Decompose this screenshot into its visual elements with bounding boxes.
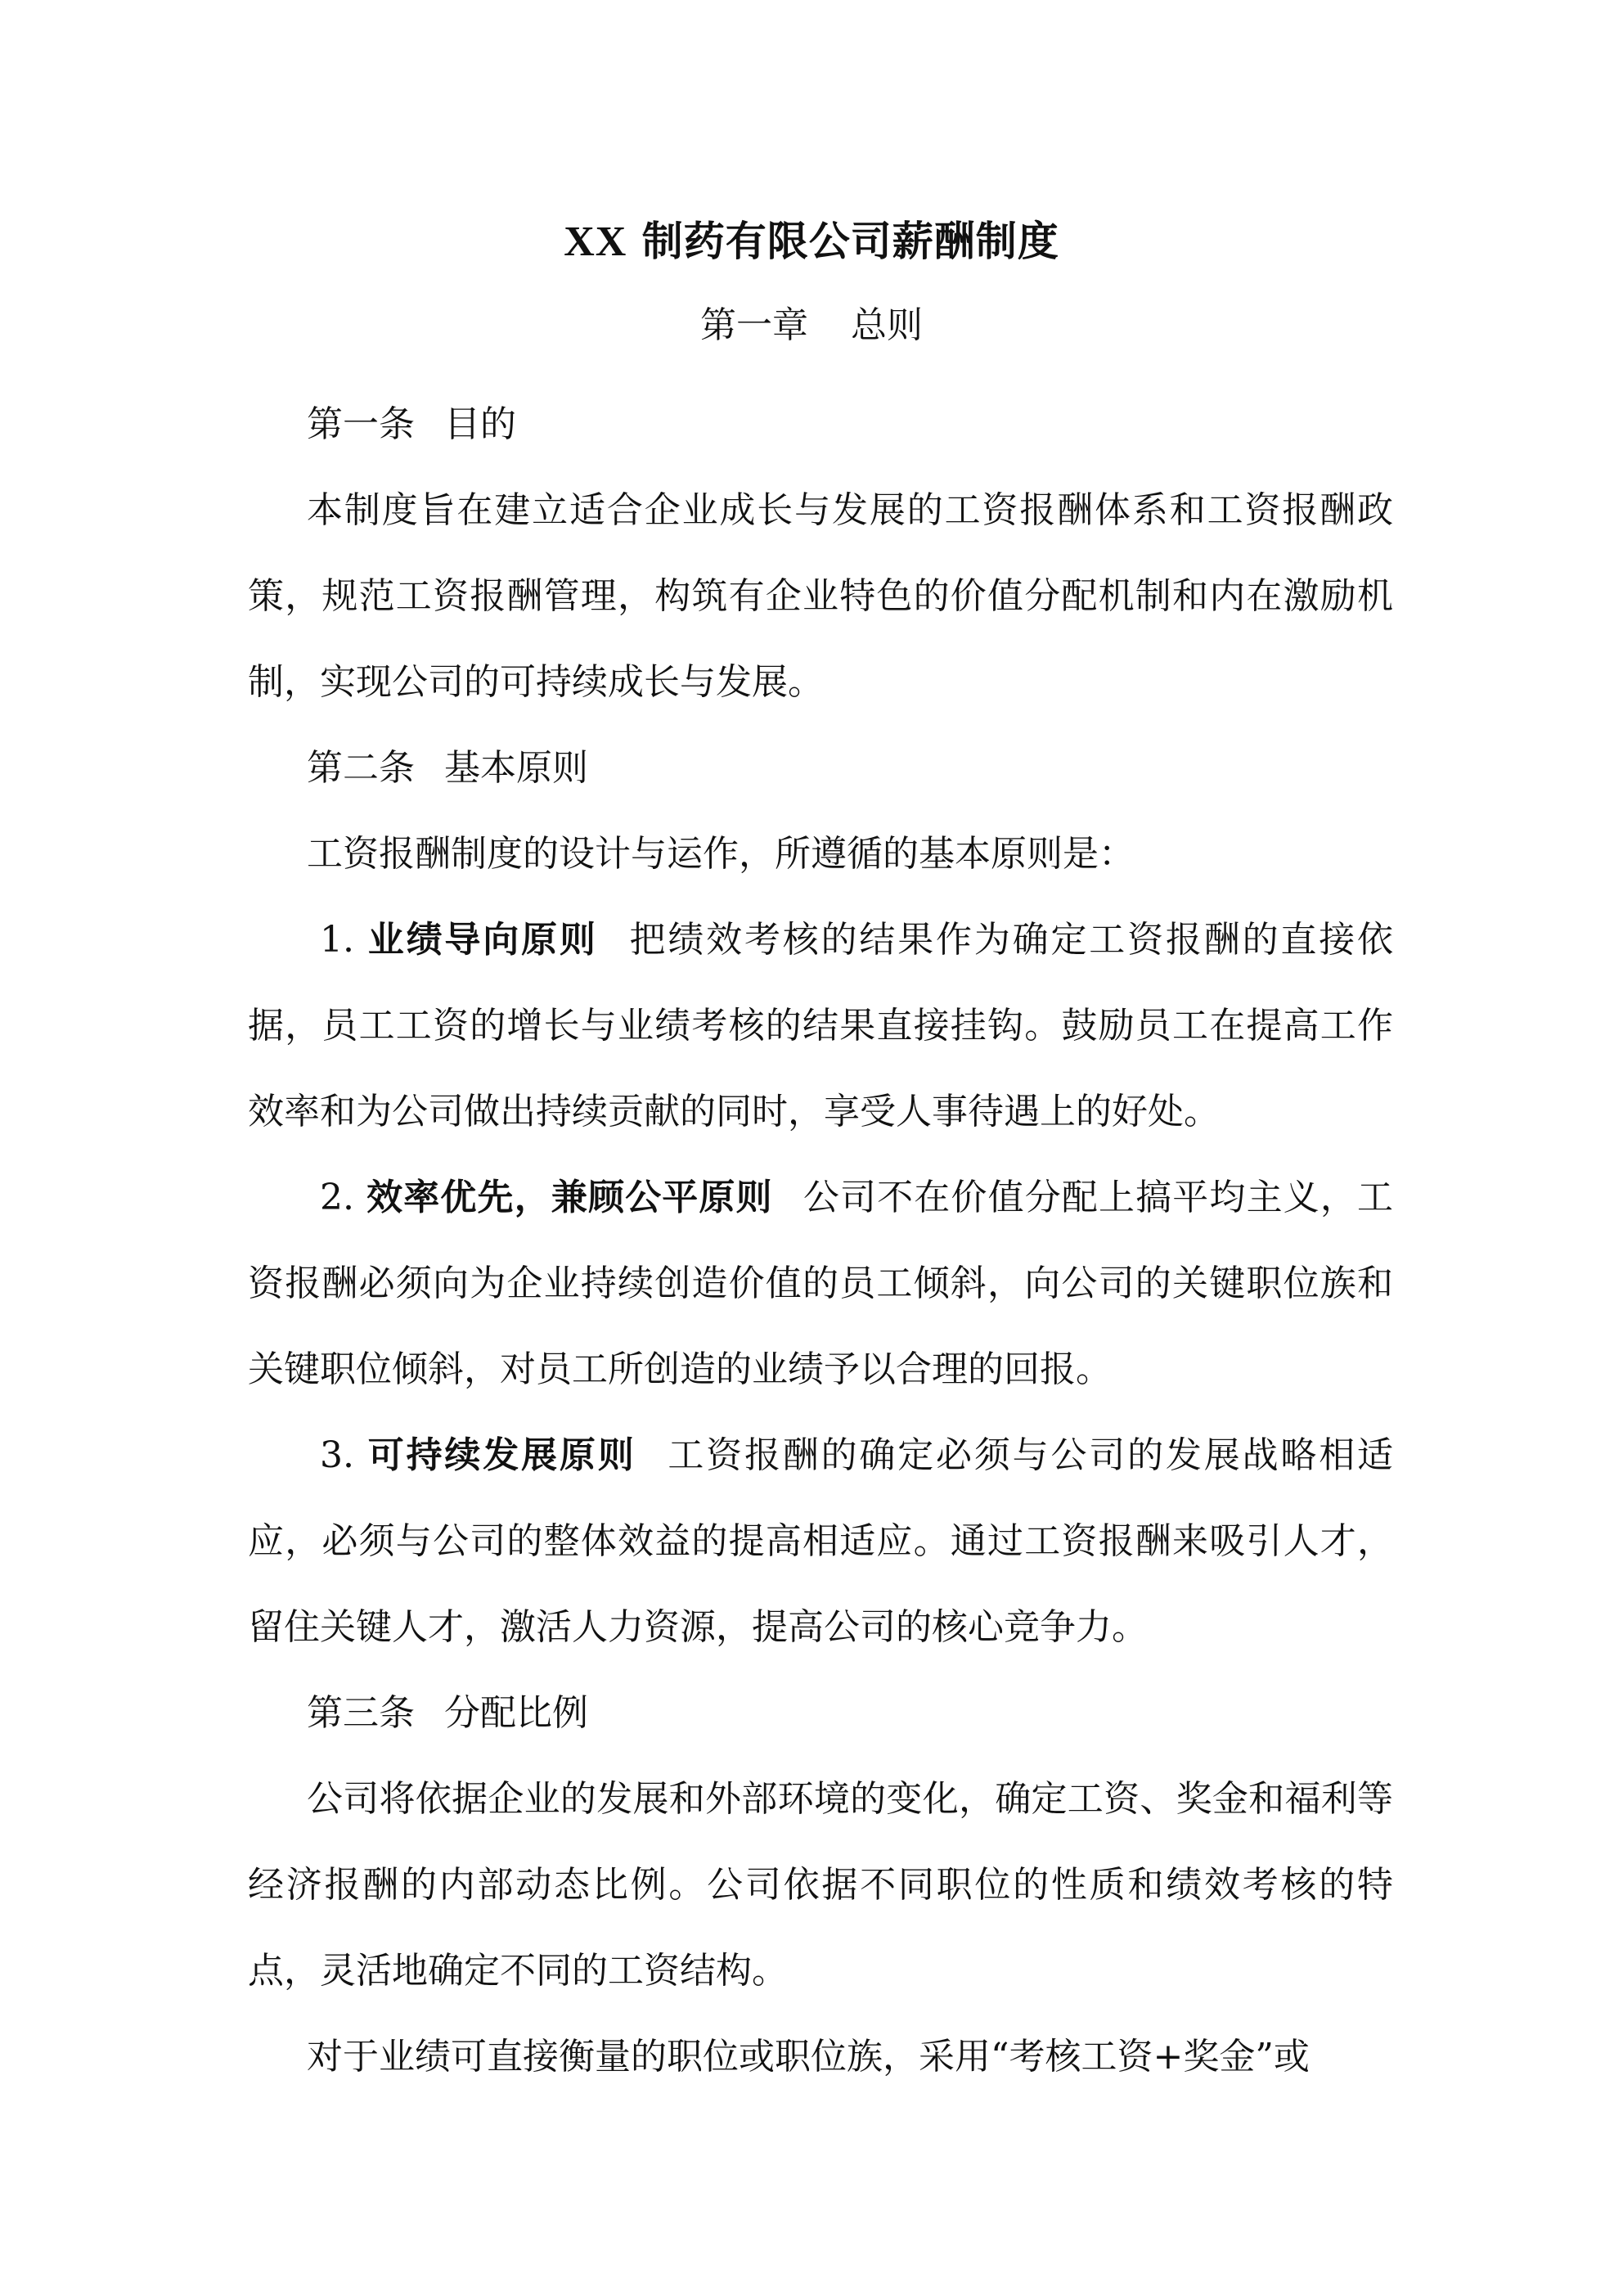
article-1-paragraph: 本制度旨在建立适合企业成长与发展的工资报酬体系和工资报酬政策，规范工资报酬管理，构筑有企业特色的价值分配机制和内在激励机制，实现公司的可持续成长与发展。 [248, 489, 1393, 703]
principle-number: 2. [320, 1177, 354, 1218]
principle-title: 效率优先，兼顾公平原则 [366, 1177, 773, 1218]
chapter-name: 总则 [851, 304, 923, 346]
principle-title: 可持续发展原则 [367, 1434, 636, 1476]
article-label: 第二条 [307, 747, 415, 789]
principle-number: 1. [320, 919, 354, 961]
document-body [248, 381, 1393, 2100]
principle-number: 3. [320, 1434, 354, 1476]
principle-text: 把绩效考核的结果作为确定工资报酬的直接依据，员工工资的增长与业绩考核的结果直接挂钩。鼓励员工在提高工作效率和为公司做出持续贡献的同时，享受人事待遇上的好处。 [248, 919, 1394, 1132]
article-2-intro: 工资报酬制度的设计与运作，所遵循的基本原则是： [307, 833, 1135, 875]
principle-text: 工资报酬的确定必须与公司的发展战略相适应，必须与公司的整体效益的提高相适应。通过工资报酬来吸引人才，留住关键人才，激活人力资源，提高公司的核心竞争力。 [248, 1434, 1394, 1648]
article-2-heading [248, 725, 1393, 811]
article-heading: 基本原则 [444, 747, 588, 789]
article-1-heading [248, 381, 1393, 467]
principle-text: 公司不在价值分配上搞平均主义，工资报酬必须向为企业持续创造价值的员工倾斜，向公司的关键职位族和关键职位倾斜，对员工所创造的业绩予以合理的回报。 [248, 1177, 1393, 1390]
principle-item [248, 897, 1393, 1155]
article-3-heading [248, 1670, 1393, 1756]
chapter-number: 第一章 [700, 304, 808, 346]
article-heading: 目的 [444, 403, 516, 445]
title-text: 制药有限公司薪酬制度 [641, 218, 1059, 265]
article-label: 第三条 [307, 1692, 415, 1734]
principle-title: 业绩导向原则 [367, 919, 598, 961]
article-heading: 分配比例 [444, 1692, 588, 1734]
article-label: 第一条 [307, 403, 415, 445]
principle-item [248, 1155, 1393, 1412]
principle-item [248, 1412, 1393, 1670]
article-3-paragraph: 公司将依据企业的发展和外部环境的变化，确定工资、奖金和福利等经济报酬的内部动态比例。公司依据不同职位的性质和绩效考核的特点，灵活地确定不同的工资结构。 [248, 1778, 1393, 1992]
document-title [0, 213, 1623, 271]
article-3-paragraph-2: 对于业绩可直接衡量的职位或职位族，采用“考核工资+奖金”或 [307, 2036, 1310, 2078]
title-prefix: XX [564, 218, 627, 265]
chapter-heading [0, 299, 1623, 352]
